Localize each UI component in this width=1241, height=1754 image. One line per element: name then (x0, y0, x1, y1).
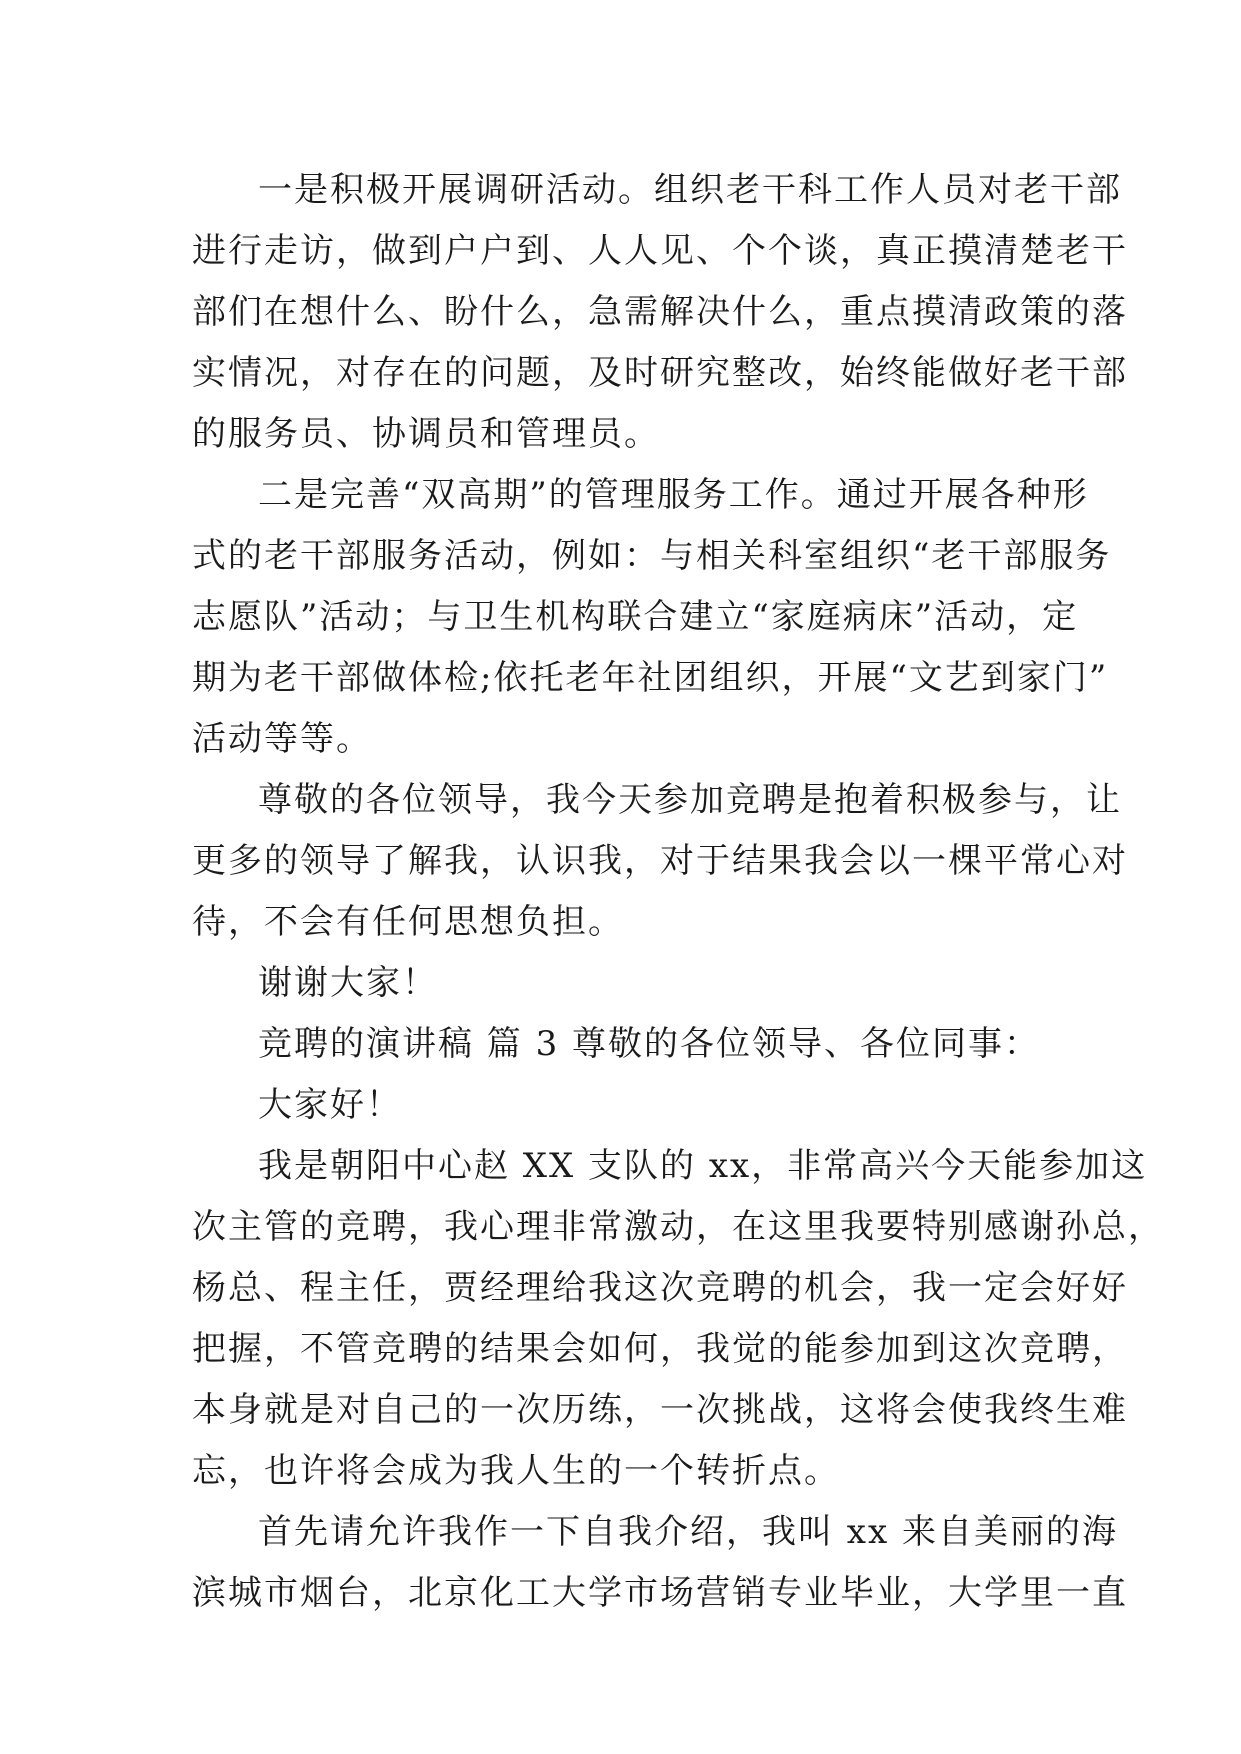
paragraph-service-work (192, 465, 1112, 770)
text-line: 把握，不管竞聘的结果会如何，我觉的能参加到这次竞聘， (192, 1329, 1128, 1369)
paragraph-closing (192, 770, 1128, 953)
heading-line: 竞聘的演讲稿 篇 3 尊敬的各位领导、各位同事： (258, 1024, 1041, 1064)
text-line: 期为老干部做体检;依托老年社团组织，开展“文艺到家门” (192, 658, 1109, 698)
paragraph-thanks (192, 953, 1054, 1014)
paragraph-self-intro (192, 1502, 1128, 1624)
text-line: 杨总、程主任，贾经理给我这次竞聘的机会，我一定会好好 (192, 1268, 1128, 1308)
text-line: 活动等等。 (192, 719, 372, 759)
paragraph-greeting (192, 1075, 1054, 1136)
paragraph-introduction (192, 1136, 1164, 1502)
document-body (192, 160, 1164, 1624)
text-line: 一是积极开展调研活动。组织老干科工作人员对老干部 (258, 170, 1122, 210)
text-line: 大家好！ (258, 1085, 402, 1125)
text-line: 进行走访，做到户户到、人人见、个个谈，真正摸清楚老干 (192, 231, 1128, 271)
text-line: 实情况，对存在的问题，及时研究整改，始终能做好老干部 (192, 353, 1128, 393)
text-line: 部们在想什么、盼什么，急需解决什么，重点摸清政策的落 (192, 292, 1128, 332)
text-line: 志愿队”活动；与卫生机构联合建立“家庭病床”活动，定 (192, 597, 1079, 637)
paragraph-research (192, 160, 1128, 465)
text-line: 更多的领导了解我，认识我，对于结果我会以一棵平常心对 (192, 841, 1128, 881)
text-line: 滨城市烟台，北京化工大学市场营销专业毕业，大学里一直 (192, 1573, 1128, 1613)
section-heading (192, 1014, 1054, 1075)
text-line: 尊敬的各位领导，我今天参加竞聘是抱着积极参与，让 (258, 780, 1122, 820)
text-line: 本身就是对自己的一次历练，一次挑战，这将会使我终生难 (192, 1390, 1128, 1430)
text-line: 式的老干部服务活动，例如：与相关科室组织“老干部服务 (192, 536, 1112, 576)
text-line: 首先请允许我作一下自我介绍，我叫 xx 来自美丽的海 (258, 1512, 1118, 1552)
text-line: 谢谢大家！ (258, 963, 438, 1003)
text-line: 二是完善“双高期”的管理服务工作。通过开展各种形 (258, 475, 1089, 515)
text-line: 我是朝阳中心赵 XX 支队的 xx，非常高兴今天能参加这 (258, 1146, 1148, 1186)
text-line: 忘，也许将会成为我人生的一个转折点。 (192, 1451, 840, 1491)
text-line: 的服务员、协调员和管理员。 (192, 414, 660, 454)
text-line: 待，不会有任何思想负担。 (192, 902, 624, 942)
text-line: 次主管的竞聘，我心理非常激动，在这里我要特别感谢孙总， (192, 1207, 1164, 1247)
